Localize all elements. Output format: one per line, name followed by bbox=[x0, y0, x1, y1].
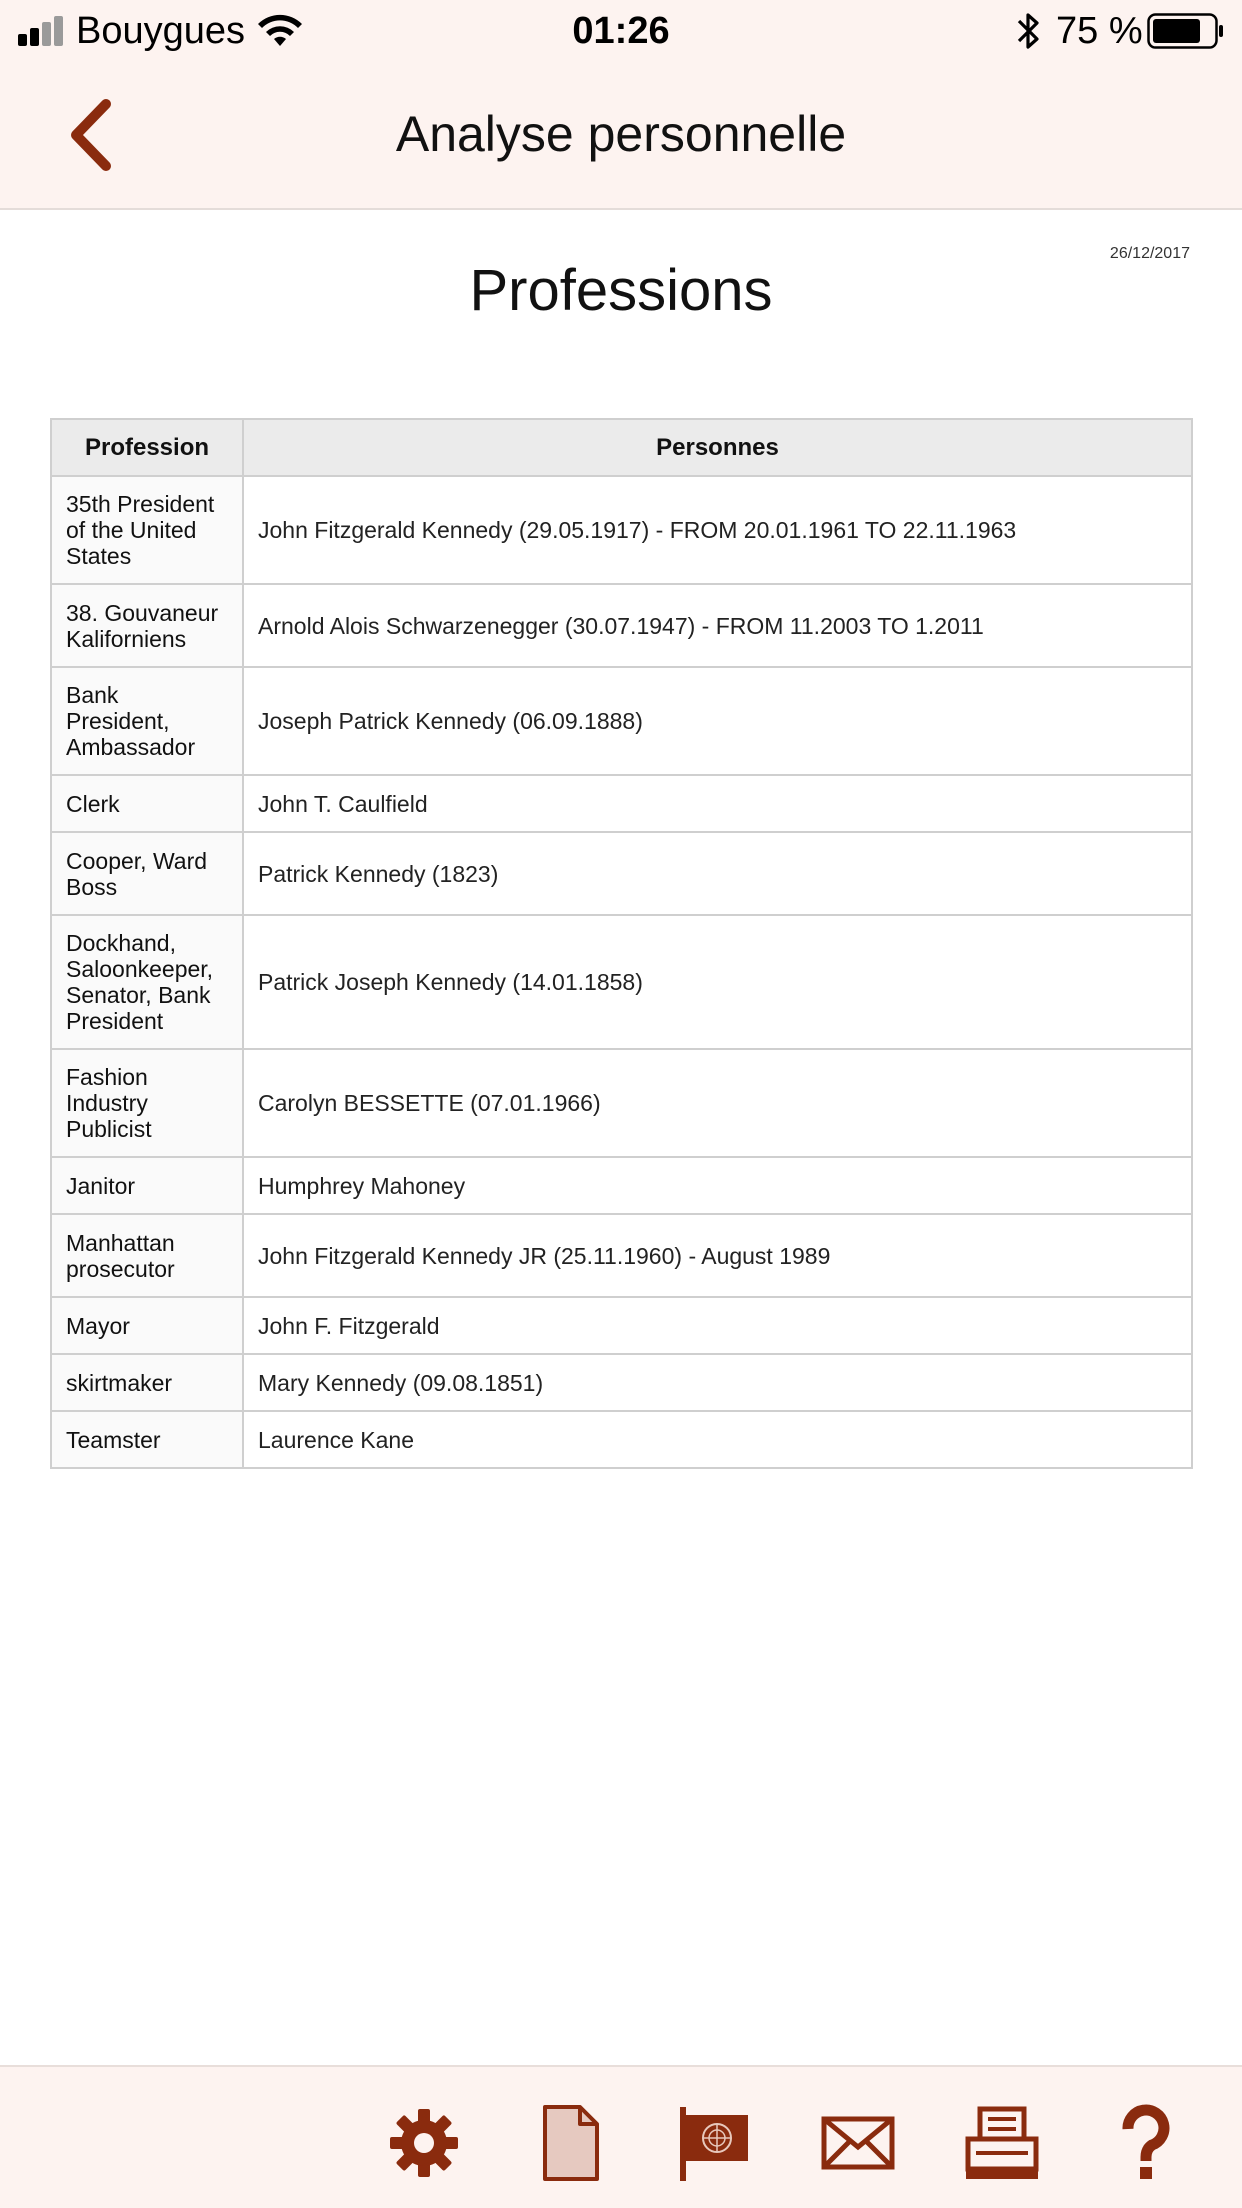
persons-cell: Laurence Kane bbox=[243, 1411, 1192, 1468]
column-header-profession: Profession bbox=[51, 419, 243, 476]
navigation-bar bbox=[0, 62, 1242, 210]
persons-cell: John F. Fitzgerald bbox=[243, 1297, 1192, 1354]
screen-title: Analyse personnelle bbox=[395, 106, 847, 162]
flag-icon bbox=[674, 2103, 754, 2183]
column-header-persons: Personnes bbox=[243, 419, 1192, 476]
gear-icon bbox=[384, 2103, 464, 2183]
persons-cell: John Fitzgerald Kennedy (29.05.1917) - FROM 20.01.1961 TO 22.11.1963 bbox=[243, 476, 1192, 584]
persons-cell: Humphrey Mahoney bbox=[243, 1157, 1192, 1214]
bottom-toolbar bbox=[0, 2065, 1242, 2208]
profession-cell: Clerk bbox=[51, 775, 243, 832]
printer-icon bbox=[962, 2103, 1042, 2183]
help-button[interactable] bbox=[1106, 2103, 1186, 2183]
table-row bbox=[51, 1354, 1192, 1411]
table-row bbox=[51, 1049, 1192, 1157]
profession-cell: Dockhand, Saloonkeeper, Senator, Bank President bbox=[51, 915, 243, 1049]
table-row bbox=[51, 832, 1192, 915]
table-row bbox=[51, 1411, 1192, 1468]
persons-cell: Mary Kennedy (09.08.1851) bbox=[243, 1354, 1192, 1411]
table-row bbox=[51, 915, 1192, 1049]
table-row bbox=[51, 584, 1192, 667]
profession-cell: 35th President of the United States bbox=[51, 476, 243, 584]
print-button[interactable] bbox=[962, 2103, 1042, 2183]
battery-percentage: 75 % bbox=[1056, 10, 1143, 52]
persons-cell: Arnold Alois Schwarzenegger (30.07.1947) - FROM 11.2003 TO 1.2011 bbox=[243, 584, 1192, 667]
document-button[interactable] bbox=[530, 2103, 610, 2183]
profession-cell: Mayor bbox=[51, 1297, 243, 1354]
persons-cell: Patrick Joseph Kennedy (14.01.1858) bbox=[243, 915, 1192, 1049]
persons-cell: John Fitzgerald Kennedy JR (25.11.1960) - August 1989 bbox=[243, 1214, 1192, 1297]
carrier-name: Bouygues bbox=[76, 10, 246, 52]
clock-time: 01:26 bbox=[572, 10, 670, 52]
persons-cell: Patrick Kennedy (1823) bbox=[243, 832, 1192, 915]
profession-cell: Cooper, Ward Boss bbox=[51, 832, 243, 915]
bluetooth-icon bbox=[1013, 10, 1045, 52]
profession-cell: Janitor bbox=[51, 1157, 243, 1214]
report-title: Professions bbox=[469, 258, 773, 323]
table-row bbox=[51, 667, 1192, 775]
profession-cell: Bank President, Ambassador bbox=[51, 667, 243, 775]
profession-cell: skirtmaker bbox=[51, 1354, 243, 1411]
table-row bbox=[51, 1214, 1192, 1297]
persons-cell: John T. Caulfield bbox=[243, 775, 1192, 832]
table-row bbox=[51, 1297, 1192, 1354]
profession-cell: Teamster bbox=[51, 1411, 243, 1468]
persons-cell: Joseph Patrick Kennedy (06.09.1888) bbox=[243, 667, 1192, 775]
help-icon bbox=[1106, 2103, 1186, 2183]
table-row bbox=[51, 775, 1192, 832]
professions-table bbox=[50, 418, 1193, 1469]
profession-cell: Fashion Industry Publicist bbox=[51, 1049, 243, 1157]
mail-button[interactable] bbox=[818, 2103, 898, 2183]
profession-cell: Manhattan prosecutor bbox=[51, 1214, 243, 1297]
report-date: 26/12/2017 bbox=[1109, 245, 1190, 262]
document-icon bbox=[530, 2103, 610, 2183]
table-row bbox=[51, 476, 1192, 584]
flag-button[interactable] bbox=[674, 2103, 754, 2183]
status-bar bbox=[0, 0, 1242, 62]
persons-cell: Carolyn BESSETTE (07.01.1966) bbox=[243, 1049, 1192, 1157]
settings-button[interactable] bbox=[384, 2103, 464, 2183]
table-header-row bbox=[51, 419, 1192, 476]
battery-icon bbox=[1147, 13, 1225, 49]
mail-icon bbox=[818, 2103, 898, 2183]
profession-cell: 38. Gouvaneur Kaliforniens bbox=[51, 584, 243, 667]
table-row bbox=[51, 1157, 1192, 1214]
